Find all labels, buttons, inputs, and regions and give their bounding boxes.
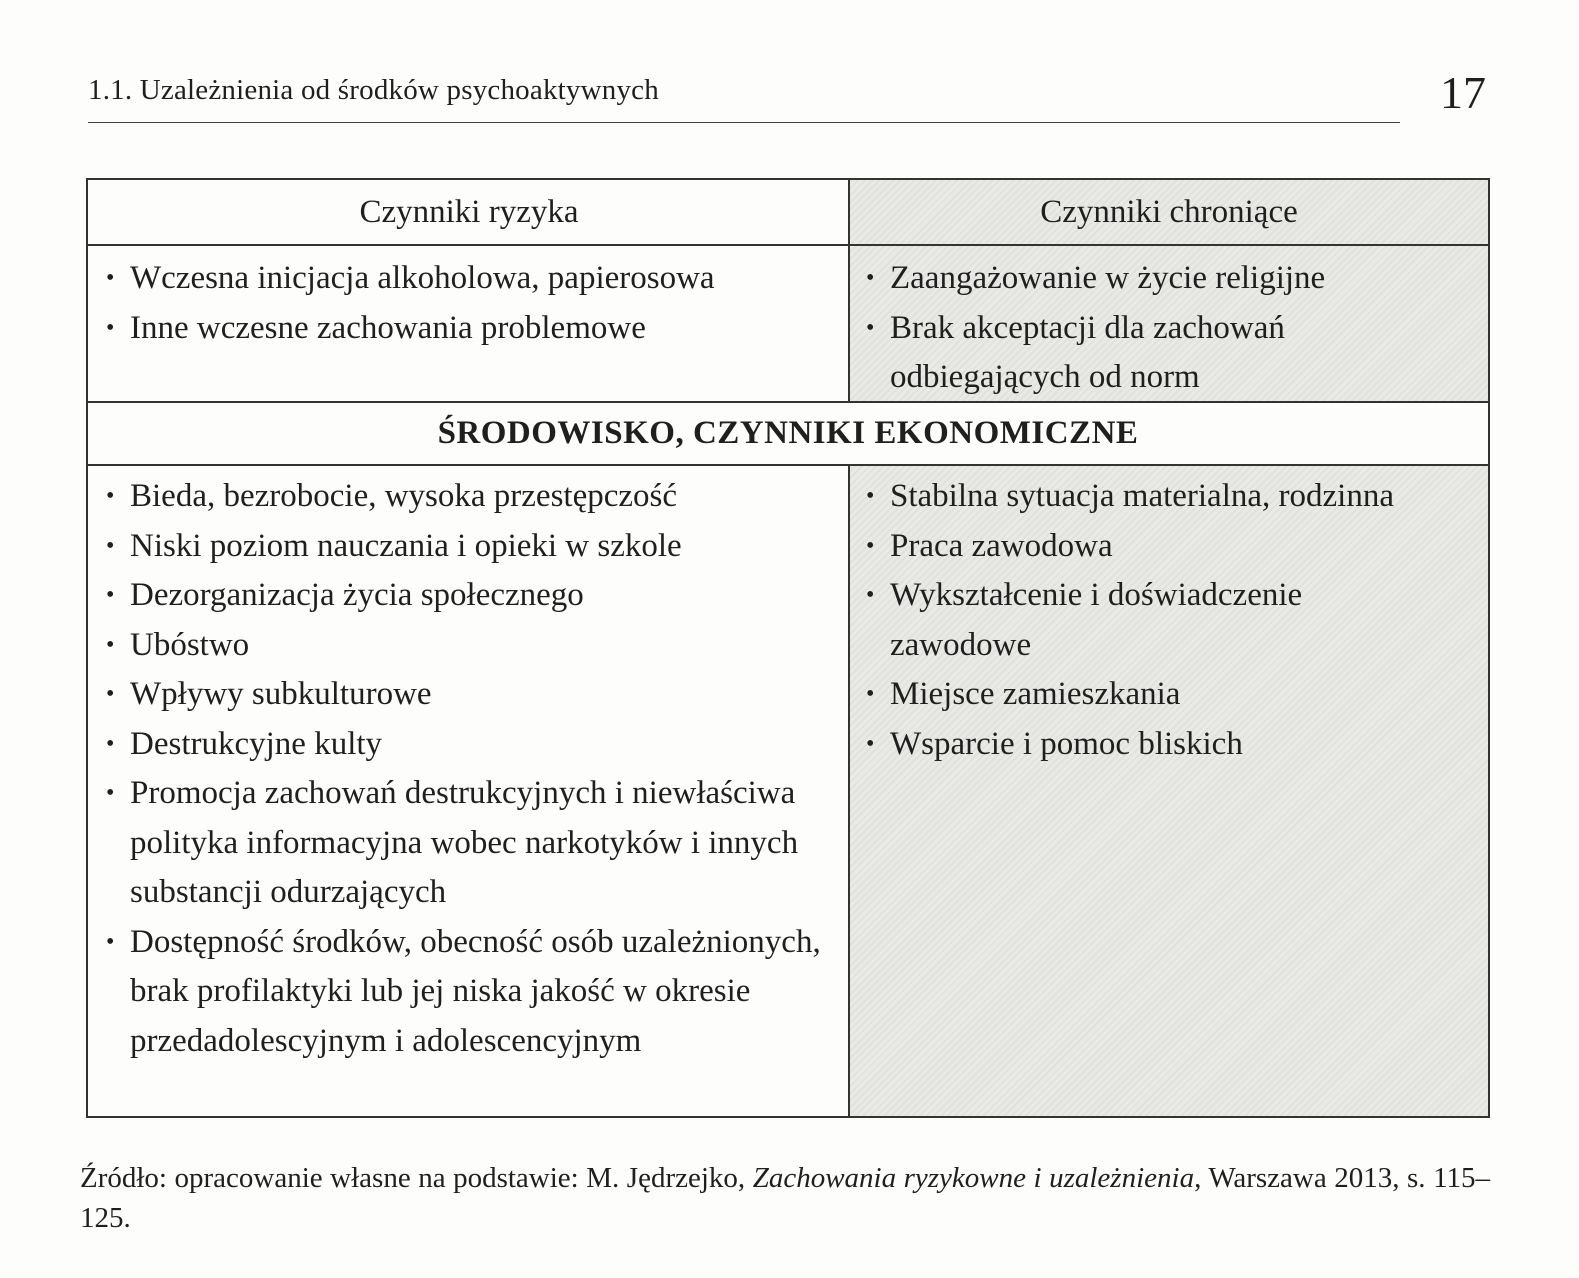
bullet-icon: • bbox=[106, 532, 115, 559]
running-title: 1.1. Uzależnienia od środków psychoaktywnych bbox=[88, 74, 659, 106]
running-head bbox=[88, 70, 1400, 123]
list-item: • Dezorganizacja życia społecznego bbox=[106, 571, 841, 621]
source-prefix: Źródło: opracowanie własne na podstawie: M. Jędrzejko, bbox=[80, 1162, 753, 1194]
source-book-title: Zachowania ryzykowne i uzależnienia bbox=[752, 1162, 1195, 1194]
factors-table bbox=[86, 178, 1490, 1118]
list-item: • Zaangażowanie w życie religijne bbox=[866, 254, 1466, 304]
bullet-icon: • bbox=[866, 582, 875, 608]
bullet-icon: • bbox=[106, 928, 115, 955]
bullet-icon: • bbox=[106, 780, 115, 806]
bullet-icon: • bbox=[106, 582, 115, 608]
section1-protective-list bbox=[866, 254, 1466, 403]
list-item: • Wykształcenie i doświadczenie zawodowe bbox=[866, 571, 1426, 670]
header-divider bbox=[88, 244, 1488, 246]
list-item: • Ubóstwo bbox=[106, 621, 841, 671]
bullet-icon: • bbox=[866, 265, 875, 291]
list-item: • Wpływy subkulturowe bbox=[106, 670, 841, 720]
page-number: 17 bbox=[1440, 67, 1486, 118]
list-item: • Stabilna sytuacja materialna, rodzinna bbox=[866, 472, 1426, 522]
bullet-icon: • bbox=[866, 681, 875, 707]
source-suffix: , Warszawa 2013, s. 115–125. bbox=[80, 1162, 1490, 1234]
bullet-icon: • bbox=[106, 631, 115, 658]
list-item: • Bieda, bezrobocie, wysoka przestępczość bbox=[106, 472, 841, 522]
section2-protective-list bbox=[866, 472, 1426, 769]
list-item: • Dostępność środków, obecność osób uzależnionych, brak profilaktyki lub jej niska jakość w okresie przedadolescyjnym i adolescencyjnym bbox=[106, 918, 841, 1067]
bullet-icon: • bbox=[866, 532, 875, 559]
list-item: • Wczesna inicjacja alkoholowa, papierosowa bbox=[106, 254, 836, 304]
section2-risk-list bbox=[106, 472, 841, 1066]
section-title-environment: ŚRODOWISKO, CZYNNIKI EKONOMICZNE bbox=[88, 402, 1488, 464]
bullet-icon: • bbox=[106, 314, 115, 341]
column-header-risk: Czynniki ryzyka bbox=[359, 194, 579, 230]
bullet-icon: • bbox=[866, 483, 875, 509]
section1-risk-list bbox=[106, 254, 836, 353]
bullet-icon: • bbox=[866, 314, 875, 341]
source-note bbox=[80, 1158, 1490, 1238]
list-item: • Praca zawodowa bbox=[866, 522, 1426, 572]
list-item: • Miejsce zamieszkania bbox=[866, 670, 1426, 720]
list-item: • Promocja zachowań destrukcyjnych i niewłaściwa polityka informacyjna wobec narkotyków i innych substancji odurzających bbox=[106, 769, 841, 918]
list-item: • Destrukcyjne kulty bbox=[106, 720, 841, 770]
section-divider-top bbox=[88, 401, 1488, 403]
bullet-icon: • bbox=[106, 730, 115, 757]
bullet-icon: • bbox=[106, 265, 115, 291]
list-item: • Wsparcie i pomoc bliskich bbox=[866, 720, 1426, 770]
list-item: • Brak akceptacji dla zachowań odbiegających od norm bbox=[866, 304, 1466, 403]
list-item: • Niski poziom nauczania i opieki w szkole bbox=[106, 522, 841, 572]
list-item: • Inne wczesne zachowania problemowe bbox=[106, 304, 836, 354]
bullet-icon: • bbox=[106, 681, 115, 707]
section-divider-bottom bbox=[88, 464, 1488, 466]
bullet-icon: • bbox=[866, 730, 875, 757]
bullet-icon: • bbox=[106, 483, 115, 509]
column-header-protective: Czynniki chroniące bbox=[1040, 194, 1298, 230]
